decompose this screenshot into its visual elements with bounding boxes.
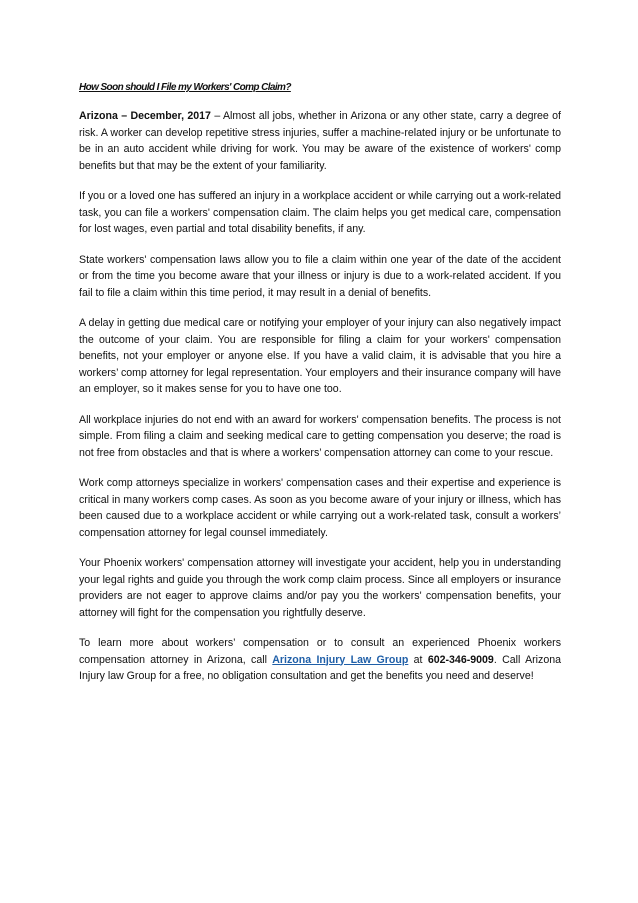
body-paragraph: If you or a loved one has suffered an injury in a workplace accident or while carrying out a work-related task, you can file a workers' compensation claim. The claim helps you get medical care, compensation for lost wages, even partial and total disability benefits, if any. xyxy=(79,190,561,235)
closing-paragraph xyxy=(79,635,561,685)
closing-text-start: To learn more about workers’ compensation or to consult an experienced Phoenix workers compensation attorney in Arizona, call xyxy=(79,637,561,666)
document-title: How Soon should I File my Workers' Comp Claim? xyxy=(79,82,291,93)
firm-name-link[interactable]: Arizona Injury Law Group xyxy=(272,653,409,666)
closing-text-end: . Call Arizona Injury law Group for a free, no obligation consultation and get the benefits you need and deserve! xyxy=(79,653,561,682)
dateline: Arizona – December, 2017 xyxy=(79,110,211,122)
intro-text: – Almost all jobs, whether in Arizona or any other state, carry a degree of risk. A worker can develop repetitive stress injuries, suffer a machine-related injury or be unfortunate to be in an auto accident while driving for work. You may be aware of the existence of workers' comp benefits but that may be the extent of your familiarity. xyxy=(79,110,562,172)
body-paragraph: Work comp attorneys specialize in workers' compensation cases and their expertise and experience is critical in many workers comp cases. As soon as you become aware of your injury or illness, which has been caused due to a workplace accident or while carrying out a work-related task, consult a workers’ compensation attorney for legal counsel immediately. xyxy=(79,477,561,539)
intro-paragraph xyxy=(79,108,561,174)
body-paragraph: State workers' compensation laws allow you to file a claim within one year of the date of the accident or from the time you become aware that your illness or injury is due to a work-related accident. If you fail to file a claim within this time period, it may result in a denial of benefits. xyxy=(79,253,561,299)
document-body xyxy=(79,80,561,699)
body-paragraph: All workplace injuries do not end with an award for workers' compensation benefits. The process is not simple. From filing a claim and seeking medical care to getting compensation you deserve; the road is not free from obstacles and that is where a workers’ compensation attorney can come to your rescue. xyxy=(79,413,561,459)
closing-text-at: at xyxy=(408,653,428,666)
body-paragraph: Your Phoenix workers' compensation attorney will investigate your accident, help you in understanding your legal rights and guide you through the work comp claim process. Since all employers or insurance providers are not eager to approve claims and/or pay you the workers' compensation benefits, your attorney will fight for the compensation you rightfully deserve. xyxy=(79,557,561,619)
phone-number: 602-346-9009 xyxy=(427,653,494,666)
body-paragraph: A delay in getting due medical care or notifying your employer of your injury can also negatively impact the outcome of your claim. You are responsible for filing a claim for your workers' compensation benefits, not your employer or anyone else. If you have a valid claim, it is advisable that you hire a workers’ comp attorney for legal representation. Your employers and their insurance company will have an employer, so it makes sense for you to have one too. xyxy=(79,317,561,395)
